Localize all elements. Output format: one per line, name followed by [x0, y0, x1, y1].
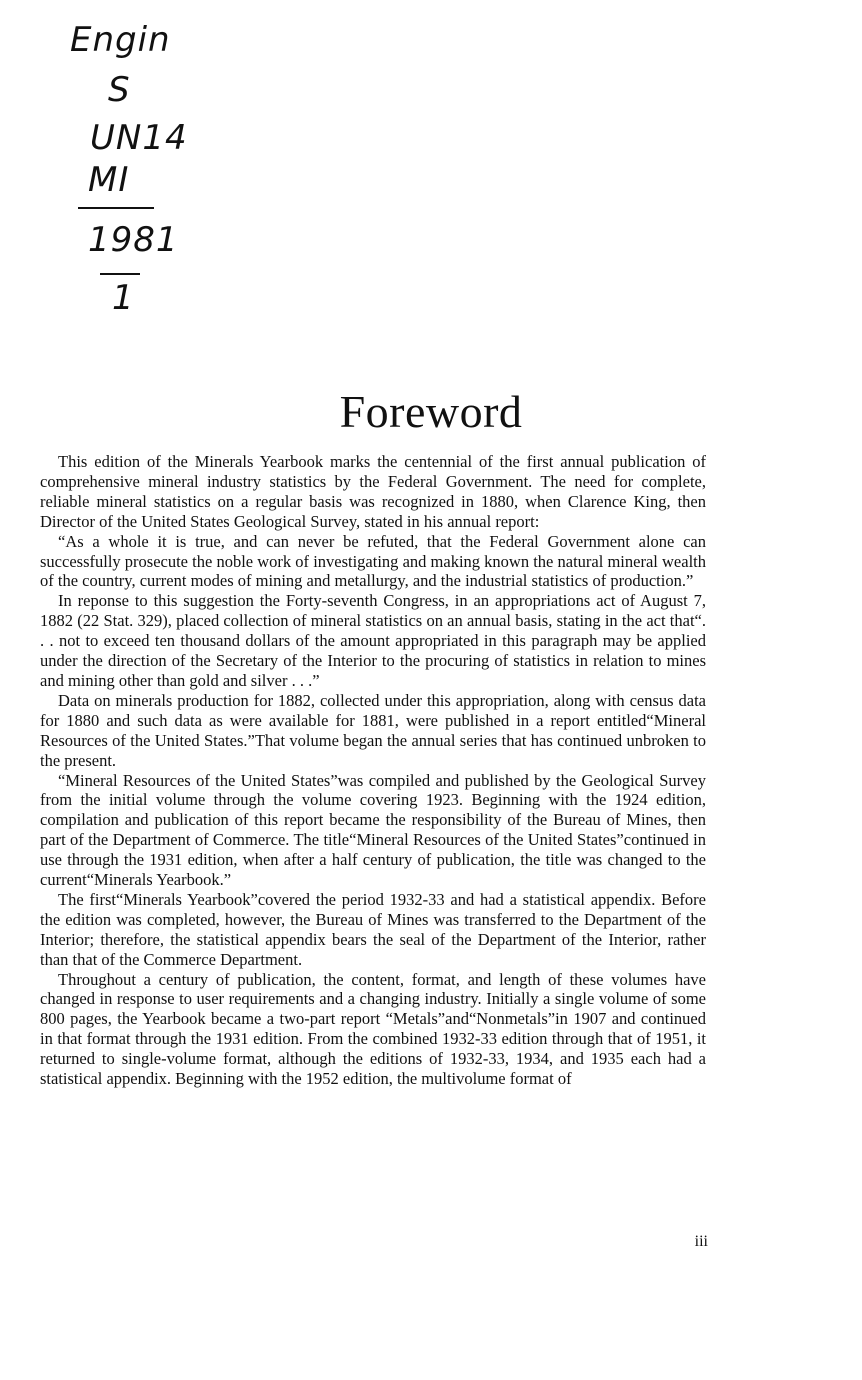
- handwritten-line: S: [108, 70, 131, 110]
- paragraph: This edition of the Minerals Yearbook marks the centennial of the first annual publication of comprehensive mineral industry statistics by the Federal Government. The need for complete, reliable mineral statistics on a regular basis was recognized in 1880, when Clarence King, then Director of the United States Geological Survey, stated in his annual report:: [40, 452, 706, 531]
- handwritten-divider: [78, 207, 154, 209]
- foreword-body: [40, 452, 706, 1089]
- handwritten-line: 1981: [88, 220, 179, 260]
- page-number: iii: [694, 1233, 708, 1250]
- paragraph: “As a whole it is true, and can never be refuted, that the Federal Government alone can successfully prosecute the noble work of investigating and making known the natural mineral wealth of the country, current modes of mining and metallurgy, and the industrial statistics of production.”: [40, 531, 706, 591]
- handwritten-line: Engin: [70, 20, 171, 60]
- handwritten-catalog-note: [60, 10, 220, 320]
- page-title: Foreword: [339, 386, 523, 437]
- handwritten-line: 1: [112, 278, 135, 318]
- handwritten-line: MI: [88, 160, 130, 200]
- handwritten-line: UN14: [90, 118, 188, 158]
- paragraph: Data on minerals production for 1882, collected under this appropriation, along with census data for 1880 and such data as were available for 1881, were published in a report entitled“Mineral Resources of the United States.”That volume began the annual series that has continued unbroken to the present.: [40, 690, 706, 770]
- paragraph: Throughout a century of publication, the content, format, and length of these volumes have changed in response to user requirements and a changing industry. Initially a single volume of some 800 pages, the Yearbook became a two-part report “Metals”and“Nonmetals”in 1907 and continued in that format through the 1931 edition. From the combined 1932-33 edition through that of 1951, it returned to single-volume format, although the editions of 1932-33, 1934, and 1935 each had a statistical appendix. Beginning with the 1952 edition, the multivolume format of: [40, 969, 706, 1089]
- paragraph: “Mineral Resources of the United States”was compiled and published by the Geological Survey from the initial volume through the volume covering 1923. Beginning with the 1924 edition, compilation and publication of this report became the responsibility of the Bureau of Mines, then part of the Department of Commerce. The title“Mineral Resources of the United States”continued in use through the 1931 edition, when after a half century of publication, the title was changed to the current“Minerals Yearbook.”: [40, 770, 706, 890]
- paragraph: In reponse to this suggestion the Forty-seventh Congress, in an appropriations act of August 7, 1882 (22 Stat. 329), placed collection of mineral statistics on an annual basis, stating in the act that“. . . not to exceed ten thousand dollars of the amount appropriated in this paragraph may be applied under the direction of the Secretary of the Interior to the procuring of statistics in relation to mines and mining other than gold and silver . . .”: [40, 591, 706, 690]
- paragraph: The first“Minerals Yearbook”covered the period 1932-33 and had a statistical appendix. Before the edition was completed, however, the Bureau of Mines was transferred to the Department of the Interior; therefore, the statistical appendix bears the seal of the Department of the Interior, rather than that of the Commerce Department.: [40, 889, 706, 969]
- handwritten-divider: [100, 273, 140, 275]
